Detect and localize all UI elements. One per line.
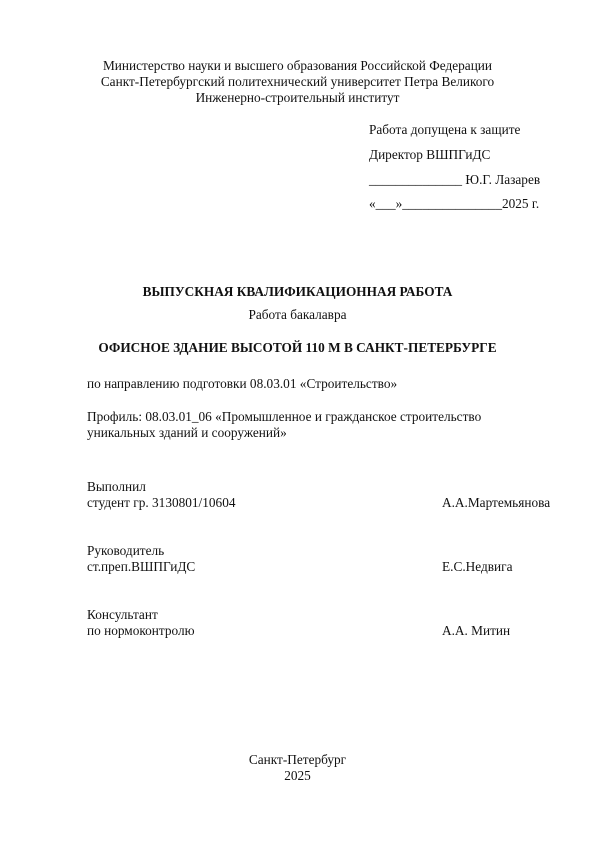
supervisor-position: ст.преп.ВШПГиДС: [87, 559, 196, 574]
author-name: А.А.Мартемьянова: [442, 495, 551, 510]
study-direction: по направлению подготовки 08.03.01 «Строительство»: [87, 376, 398, 391]
university-name: Санкт-Петербургский политехнический университет Петра Великого: [100, 74, 495, 89]
work-type-title: ВЫПУСКНАЯ КВАЛИФИКАЦИОННАЯ РАБОТА: [142, 284, 453, 299]
footer-city: Санкт-Петербург: [248, 752, 347, 767]
degree-label: Работа бакалавра: [248, 307, 347, 322]
consultant-scope: по нормоконтролю: [87, 623, 195, 638]
approval-date-line: «___»_______________2025 г.: [369, 196, 540, 211]
author-group: студент гр. 3130801/10604: [87, 495, 236, 510]
director-signature-line: ______________ Ю.Г. Лазарев: [369, 172, 541, 187]
admission-note: Работа допущена к защите: [369, 122, 521, 137]
footer-year: 2025: [284, 768, 311, 783]
profile-line-2: уникальных зданий и сооружений»: [87, 425, 287, 440]
consultant-name: А.А. Митин: [442, 623, 511, 638]
supervisor-name: Е.С.Недвига: [442, 559, 513, 574]
consultant-role: Консультант: [87, 607, 158, 622]
institute-name: Инженерно-строительный институт: [195, 90, 400, 105]
director-title: Директор ВШПГиДС: [369, 147, 491, 162]
ministry-name: Министерство науки и высшего образования Российской Федерации: [102, 58, 493, 73]
author-role: Выполнил: [87, 479, 146, 494]
thesis-topic: ОФИСНОЕ ЗДАНИЕ ВЫСОТОЙ 110 М В САНКТ-ПЕТЕРБУРГЕ: [98, 340, 497, 355]
supervisor-role: Руководитель: [87, 543, 165, 558]
profile-line-1: Профиль: 08.03.01_06 «Промышленное и гражданское строительство: [87, 409, 482, 424]
